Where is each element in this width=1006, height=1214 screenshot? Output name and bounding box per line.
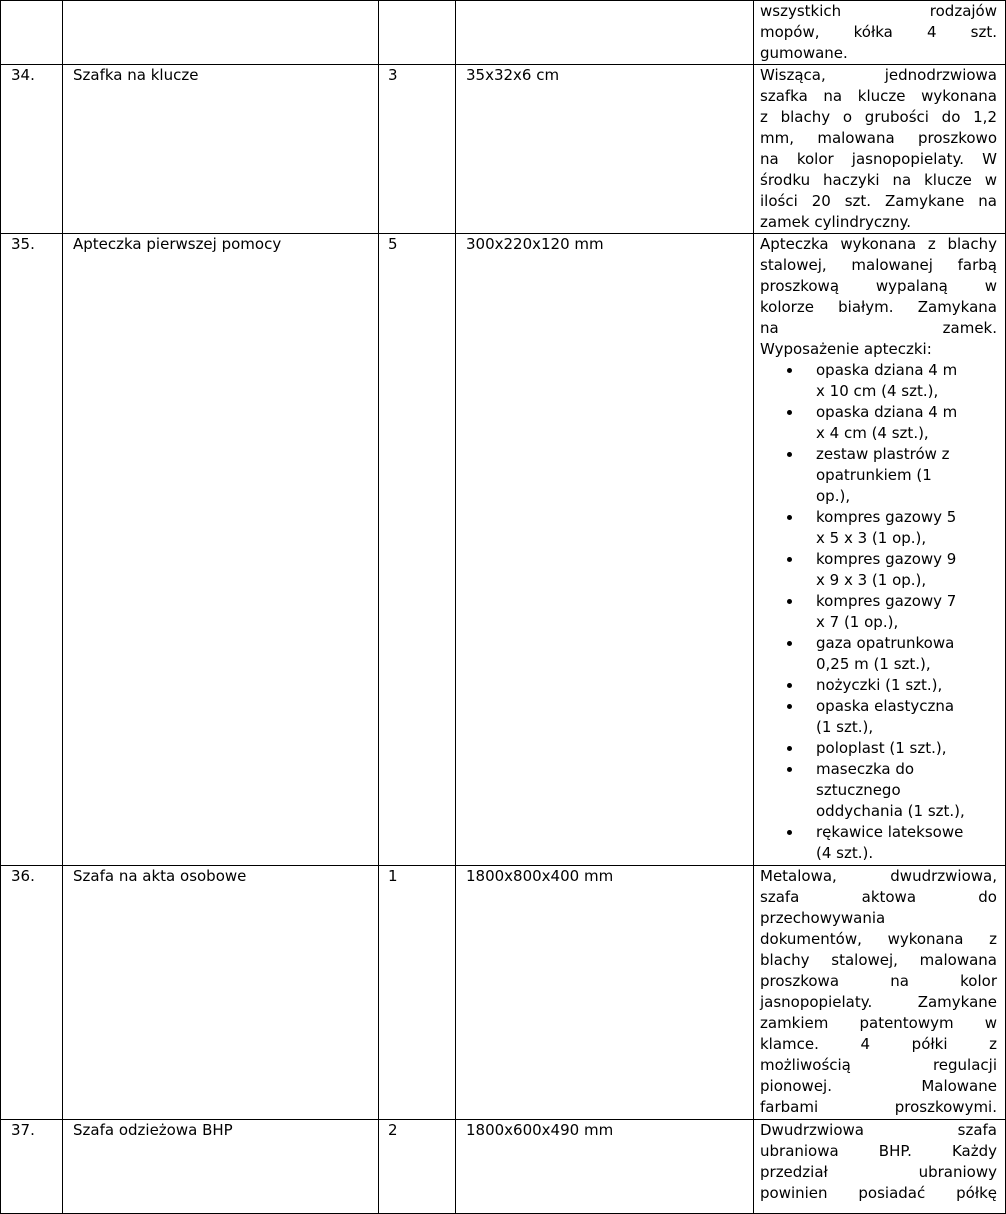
item-name [63,1,379,65]
equipment-table-body [1,1,1006,1214]
description-line: gumowane. [760,44,848,62]
kit-list-item [760,738,997,759]
kit-item-line: poloplast (1 szt.), [816,739,947,757]
description-line: Wyposażenie apteczki: [760,340,932,358]
kit-item-line: zestaw plastrów z [816,445,950,463]
row-number: 35. [1,234,63,866]
item-description [754,1120,1006,1214]
row-number: 37. [1,1120,63,1214]
kit-item-line: sztucznego [816,781,901,799]
kit-item-line: x 7 (1 op.), [816,613,899,631]
description-line: Metalowa, dwudrzwiowa, [760,867,997,885]
item-description [754,234,1006,866]
item-dimensions: 300x220x120 mm [456,234,754,866]
kit-item-line: opatrunkiem (1 [816,466,932,484]
kit-item-line: kompres gazowy 7 [816,592,957,610]
kit-item-line: op.), [816,487,851,505]
kit-item-line: x 10 cm (4 szt.), [816,382,939,400]
kit-list-item [760,444,997,507]
description-line: środku haczyki na klucze w [760,171,997,189]
description-line: z blachy o grubości do 1,2 [760,108,997,126]
item-dimensions [456,1,754,65]
table-row [1,1,1006,65]
item-dimensions: 1800x800x400 mm [456,866,754,1120]
kit-list-item [760,507,997,549]
description-line: zamek cylindryczny. [760,213,912,231]
description-line: ilości 20 szt. Zamykane na [760,192,997,210]
description-line: blachy stalowej, malowana [760,951,997,969]
table-row [1,1120,1006,1214]
kit-item-line: x 5 x 3 (1 op.), [816,529,927,547]
row-number: 36. [1,866,63,1120]
description-line: mm, malowana proszkowo [760,129,997,147]
table-row [1,65,1006,234]
item-description [754,1,1006,65]
description-line: proszkowa na kolor [760,972,997,990]
description-line: przedział ubraniowy [760,1163,997,1181]
description-line: kolorze białym. Zamykana [760,298,997,316]
item-quantity: 1 [379,866,456,1120]
description-line: Dwudrzwiowa szafa [760,1121,997,1139]
item-quantity [379,1,456,65]
item-name: Szafa odzieżowa BHP [63,1120,379,1214]
item-dimensions: 35x32x6 cm [456,65,754,234]
description-line: proszkową wypalaną w [760,277,997,295]
description-line: na kolor jasnopopielaty. W [760,150,997,168]
kit-list-item [760,633,997,675]
item-dimensions: 1800x600x490 mm [456,1120,754,1214]
kit-item-line: oddychania (1 szt.), [816,802,965,820]
kit-list-item [760,759,997,822]
description-line: pionowej. Malowane [760,1077,997,1095]
kit-item-line: x 9 x 3 (1 op.), [816,571,927,589]
kit-item-line: (4 szt.). [816,844,874,862]
kit-list-item [760,675,997,696]
kit-item-line: x 4 cm (4 szt.), [816,424,929,442]
item-quantity: 5 [379,234,456,866]
description-line: stalowej, malowanej farbą [760,256,997,274]
row-number: 34. [1,65,63,234]
description-line: klamce. 4 półki z [760,1035,997,1053]
item-quantity: 2 [379,1120,456,1214]
kit-item-line: (1 szt.), [816,718,874,736]
kit-list-item [760,591,997,633]
description-line: jasnopopielaty. Zamykane [760,993,997,1011]
kit-item-line: maseczka do [816,760,915,778]
kit-item-line: gaza opatrunkowa [816,634,955,652]
kit-list-item [760,822,997,864]
kit-list-item [760,360,997,402]
description-line: szafa aktowa do [760,888,997,906]
item-quantity: 3 [379,65,456,234]
description-line: powinien posiadać półkę [760,1184,997,1202]
kit-list-item [760,696,997,738]
first-aid-kit-list [760,360,997,864]
description-line: mopów, kółka 4 szt. [760,23,997,41]
item-description [754,65,1006,234]
description-line: przechowywania [760,909,886,927]
description-line: wszystkich rodzajów [760,2,997,20]
description-line: ubraniowa BHP. Każdy [760,1142,997,1160]
item-name: Apteczka pierwszej pomocy [63,234,379,866]
kit-item-line: opaska elastyczna [816,697,955,715]
kit-list-item [760,549,997,591]
description-line: Apteczka wykonana z blachy [760,235,997,253]
kit-item-line: kompres gazowy 5 [816,508,957,526]
item-name: Szafka na klucze [63,65,379,234]
description-line: szafka na klucze wykonana [760,87,997,105]
row-number [1,1,63,65]
item-name: Szafa na akta osobowe [63,866,379,1120]
kit-item-line: kompres gazowy 9 [816,550,957,568]
description-line: możliwością regulacji [760,1056,997,1074]
description-line: na zamek. [760,319,997,337]
item-description [754,866,1006,1120]
table-row [1,234,1006,866]
kit-item-line: 0,25 m (1 szt.), [816,655,931,673]
kit-item-line: nożyczki (1 szt.), [816,676,943,694]
description-line: zamkiem patentowym w [760,1014,997,1032]
description-line: Wisząca, jednodrzwiowa [760,66,997,84]
kit-item-line: rękawice lateksowe [816,823,964,841]
description-line: dokumentów, wykonana z [760,930,997,948]
table-row [1,866,1006,1120]
kit-list-item [760,402,997,444]
kit-item-line: opaska dziana 4 m [816,403,958,421]
description-line: farbami proszkowymi. [760,1098,997,1116]
kit-item-line: opaska dziana 4 m [816,361,958,379]
